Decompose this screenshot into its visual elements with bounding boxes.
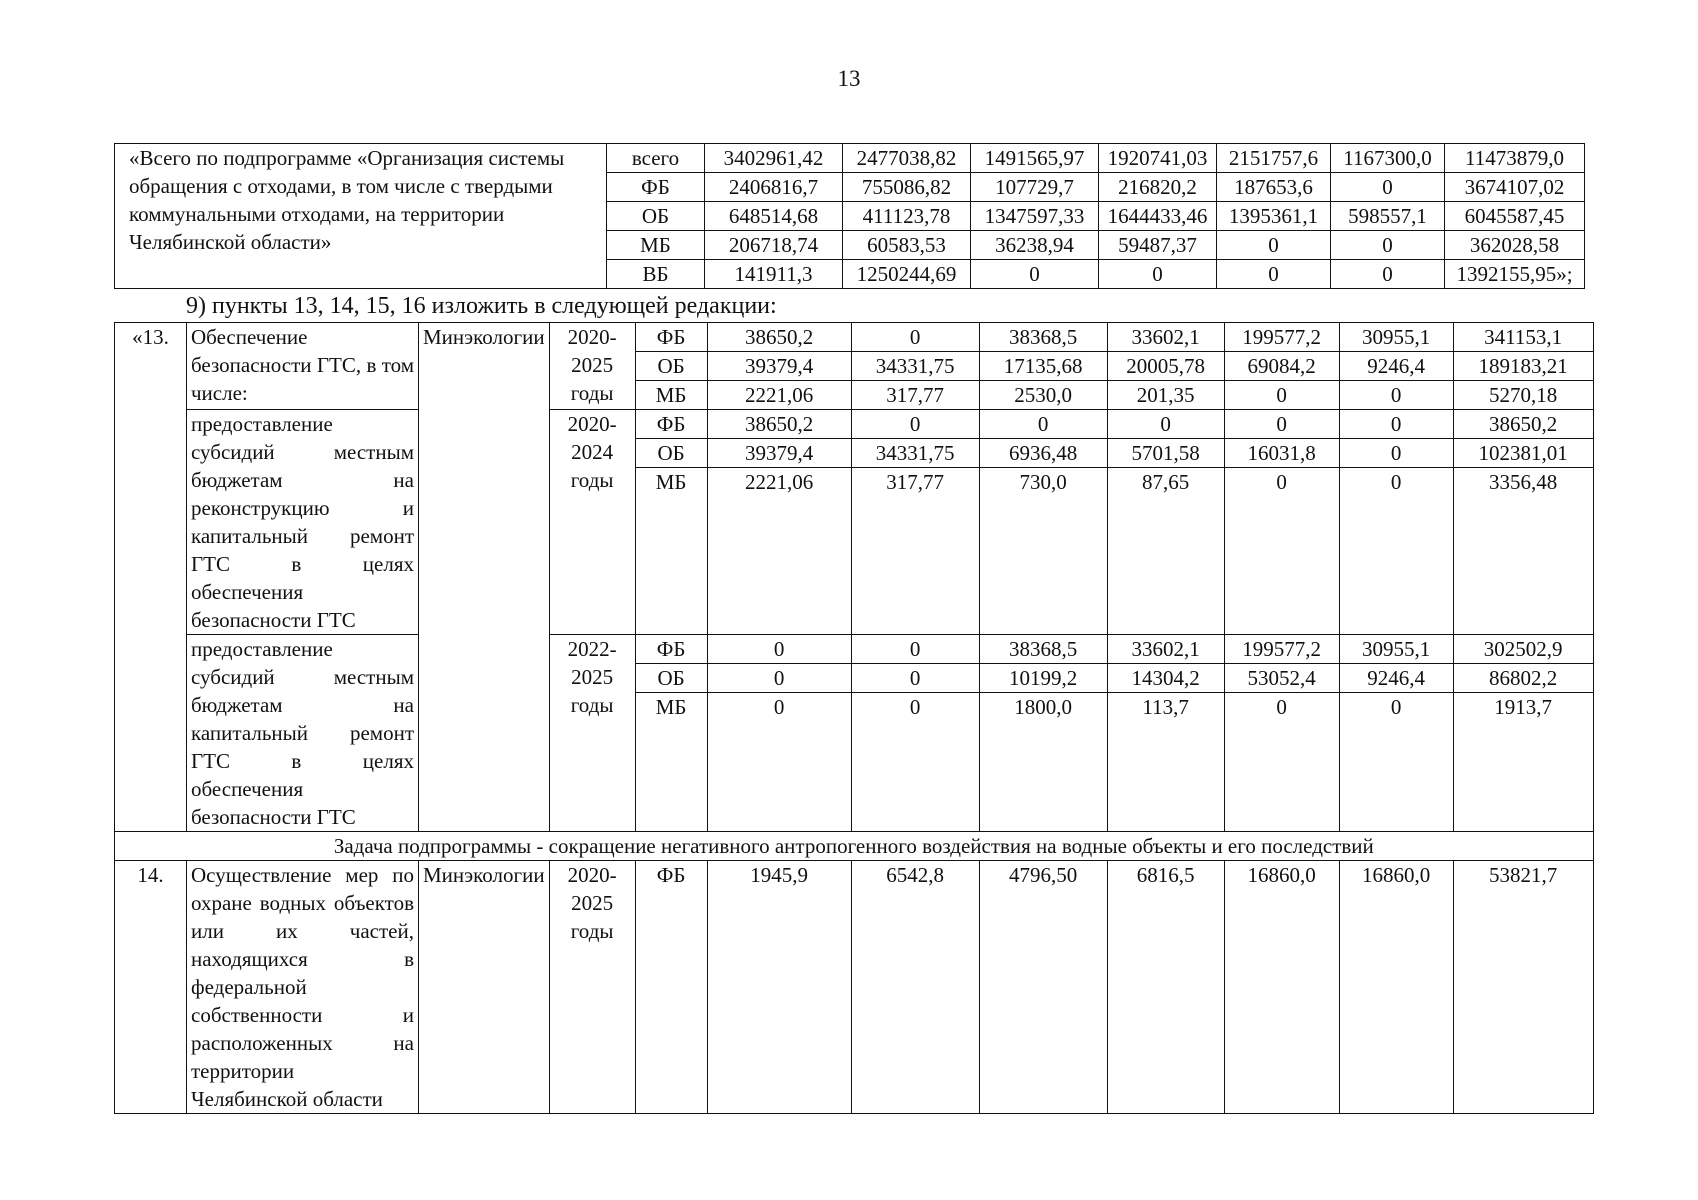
program-table	[114, 322, 1594, 1114]
value-cell: 33602,1	[1107, 323, 1224, 352]
source-cell: всего	[607, 144, 705, 173]
value-cell: 0	[707, 635, 851, 664]
value-cell: 9246,4	[1339, 664, 1453, 693]
value-cell: 1395361,1	[1217, 202, 1331, 231]
source-cell: ФБ	[607, 173, 705, 202]
value-cell: 33602,1	[1107, 635, 1224, 664]
value-cell: 206718,74	[705, 231, 843, 260]
value-cell: 0	[1331, 231, 1445, 260]
value-cell: 1167300,0	[1331, 144, 1445, 173]
value-cell: 1392155,95»;	[1445, 260, 1585, 289]
submeasure-name: предоставление субсидий местным бюджетам на реконструкцию и капитальный ремонт ГТС в целях обеспечения безопасности ГТС	[187, 410, 419, 635]
value-cell: 0	[1339, 381, 1453, 410]
value-cell: 1250244,69	[843, 260, 971, 289]
value-cell: 302502,9	[1453, 635, 1593, 664]
source-cell: МБ	[635, 468, 707, 635]
summary-label: «Всего по подпрограмме «Организация системы обращения с отходами, в том числе с твердыми коммунальными отходами, на территории Челябинской области»	[115, 144, 607, 289]
value-cell: 730,0	[979, 468, 1107, 635]
source-cell: ОБ	[635, 664, 707, 693]
table-row	[115, 861, 1594, 1114]
value-cell: 362028,58	[1445, 231, 1585, 260]
table-row	[115, 323, 1594, 352]
value-cell: 199577,2	[1224, 635, 1339, 664]
period-cell: 2020-2024 годы	[549, 410, 635, 635]
value-cell: 0	[707, 693, 851, 832]
value-cell: 10199,2	[979, 664, 1107, 693]
value-cell: 39379,4	[707, 352, 851, 381]
value-cell: 4796,50	[979, 861, 1107, 1114]
value-cell: 1800,0	[979, 693, 1107, 832]
source-cell: МБ	[635, 381, 707, 410]
value-cell: 189183,21	[1453, 352, 1593, 381]
period-cell: 2020-2025 годы	[549, 861, 635, 1114]
value-cell: 0	[1224, 693, 1339, 832]
value-cell: 2406816,7	[705, 173, 843, 202]
value-cell: 60583,53	[843, 231, 971, 260]
value-cell: 0	[1331, 173, 1445, 202]
value-cell: 2221,06	[707, 468, 851, 635]
value-cell: 0	[851, 323, 979, 352]
value-cell: 0	[1217, 231, 1331, 260]
value-cell: 53821,7	[1453, 861, 1593, 1114]
value-cell: 16031,8	[1224, 439, 1339, 468]
value-cell: 0	[979, 410, 1107, 439]
table-row	[115, 410, 1594, 439]
source-cell: ВБ	[607, 260, 705, 289]
value-cell: 86802,2	[1453, 664, 1593, 693]
value-cell: 34331,75	[851, 352, 979, 381]
value-cell: 36238,94	[971, 231, 1099, 260]
value-cell: 14304,2	[1107, 664, 1224, 693]
value-cell: 9246,4	[1339, 352, 1453, 381]
value-cell: 1913,7	[1453, 693, 1593, 832]
value-cell: 87,65	[1107, 468, 1224, 635]
value-cell: 59487,37	[1099, 231, 1217, 260]
value-cell: 11473879,0	[1445, 144, 1585, 173]
submeasure-name: предоставление субсидий местным бюджетам на капитальный ремонт ГТС в целях обеспечения безопасности ГТС	[187, 635, 419, 832]
value-cell: 107729,7	[971, 173, 1099, 202]
source-cell: МБ	[635, 693, 707, 832]
value-cell: 0	[1331, 260, 1445, 289]
instruction-text: 9) пункты 13, 14, 15, 16 изложить в следующей редакции:	[186, 293, 777, 319]
value-cell: 199577,2	[1224, 323, 1339, 352]
value-cell: 2221,06	[707, 381, 851, 410]
value-cell: 141911,3	[705, 260, 843, 289]
value-cell: 0	[851, 410, 979, 439]
value-cell: 38368,5	[979, 323, 1107, 352]
value-cell: 2151757,6	[1217, 144, 1331, 173]
value-cell: 0	[971, 260, 1099, 289]
value-cell: 16860,0	[1224, 861, 1339, 1114]
source-cell: ФБ	[635, 410, 707, 439]
value-cell: 0	[1339, 468, 1453, 635]
value-cell: 317,77	[851, 468, 979, 635]
value-cell: 1644433,46	[1099, 202, 1217, 231]
source-cell: МБ	[607, 231, 705, 260]
task-heading: Задача подпрограммы - сокращение негативного антропогенного воздействия на водные объекты и его последствий	[115, 832, 1594, 861]
value-cell: 0	[1217, 260, 1331, 289]
value-cell: 6542,8	[851, 861, 979, 1114]
value-cell: 113,7	[1107, 693, 1224, 832]
value-cell: 1491565,97	[971, 144, 1099, 173]
value-cell: 0	[1107, 410, 1224, 439]
value-cell: 216820,2	[1099, 173, 1217, 202]
task-row	[115, 832, 1594, 861]
value-cell: 0	[1339, 439, 1453, 468]
source-cell: ОБ	[635, 352, 707, 381]
value-cell: 0	[1224, 381, 1339, 410]
source-cell: ФБ	[635, 635, 707, 664]
value-cell: 5270,18	[1453, 381, 1593, 410]
source-cell: ОБ	[635, 439, 707, 468]
value-cell: 3402961,42	[705, 144, 843, 173]
value-cell: 20005,78	[1107, 352, 1224, 381]
value-cell: 317,77	[851, 381, 979, 410]
value-cell: 30955,1	[1339, 635, 1453, 664]
value-cell: 0	[1339, 410, 1453, 439]
value-cell: 30955,1	[1339, 323, 1453, 352]
value-cell: 6936,48	[979, 439, 1107, 468]
value-cell: 6045587,45	[1445, 202, 1585, 231]
value-cell: 39379,4	[707, 439, 851, 468]
value-cell: 38368,5	[979, 635, 1107, 664]
value-cell: 34331,75	[851, 439, 979, 468]
value-cell: 3356,48	[1453, 468, 1593, 635]
value-cell: 1945,9	[707, 861, 851, 1114]
value-cell: 16860,0	[1339, 861, 1453, 1114]
source-cell: ФБ	[635, 861, 707, 1114]
value-cell: 341153,1	[1453, 323, 1593, 352]
value-cell: 0	[1224, 468, 1339, 635]
value-cell: 53052,4	[1224, 664, 1339, 693]
value-cell: 0	[1339, 693, 1453, 832]
value-cell: 187653,6	[1217, 173, 1331, 202]
value-cell: 38650,2	[707, 323, 851, 352]
value-cell: 5701,58	[1107, 439, 1224, 468]
value-cell: 0	[851, 664, 979, 693]
value-cell: 648514,68	[705, 202, 843, 231]
measure-name: Осуществление мер по охране водных объектов или их частей, находящихся в федеральной собственности и расположенных на территории Челябинской области	[187, 861, 419, 1114]
row-number: 14.	[115, 861, 187, 1114]
value-cell: 38650,2	[1453, 410, 1593, 439]
period-cell: 2022-2025 годы	[549, 635, 635, 832]
summary-row	[115, 144, 1585, 173]
executor-cell: Минэкологии	[419, 323, 550, 832]
value-cell: 201,35	[1107, 381, 1224, 410]
measure-name: Обеспечение безопасности ГТС, в том числе:	[187, 323, 419, 410]
value-cell: 1920741,03	[1099, 144, 1217, 173]
summary-table	[114, 143, 1585, 289]
value-cell: 0	[851, 635, 979, 664]
value-cell: 0	[1099, 260, 1217, 289]
page-number: 13	[837, 66, 861, 91]
value-cell: 1347597,33	[971, 202, 1099, 231]
executor-cell: Минэкологии	[419, 861, 550, 1114]
value-cell: 0	[851, 693, 979, 832]
value-cell: 17135,68	[979, 352, 1107, 381]
period-cell: 2020-2025 годы	[549, 323, 635, 410]
value-cell: 38650,2	[707, 410, 851, 439]
source-cell: ФБ	[635, 323, 707, 352]
value-cell: 3674107,02	[1445, 173, 1585, 202]
value-cell: 2477038,82	[843, 144, 971, 173]
row-number: «13.	[115, 323, 187, 832]
value-cell: 6816,5	[1107, 861, 1224, 1114]
table-row	[115, 635, 1594, 664]
value-cell: 0	[1224, 410, 1339, 439]
value-cell: 69084,2	[1224, 352, 1339, 381]
value-cell: 598557,1	[1331, 202, 1445, 231]
value-cell: 0	[707, 664, 851, 693]
value-cell: 102381,01	[1453, 439, 1593, 468]
value-cell: 2530,0	[979, 381, 1107, 410]
source-cell: ОБ	[607, 202, 705, 231]
value-cell: 755086,82	[843, 173, 971, 202]
value-cell: 411123,78	[843, 202, 971, 231]
